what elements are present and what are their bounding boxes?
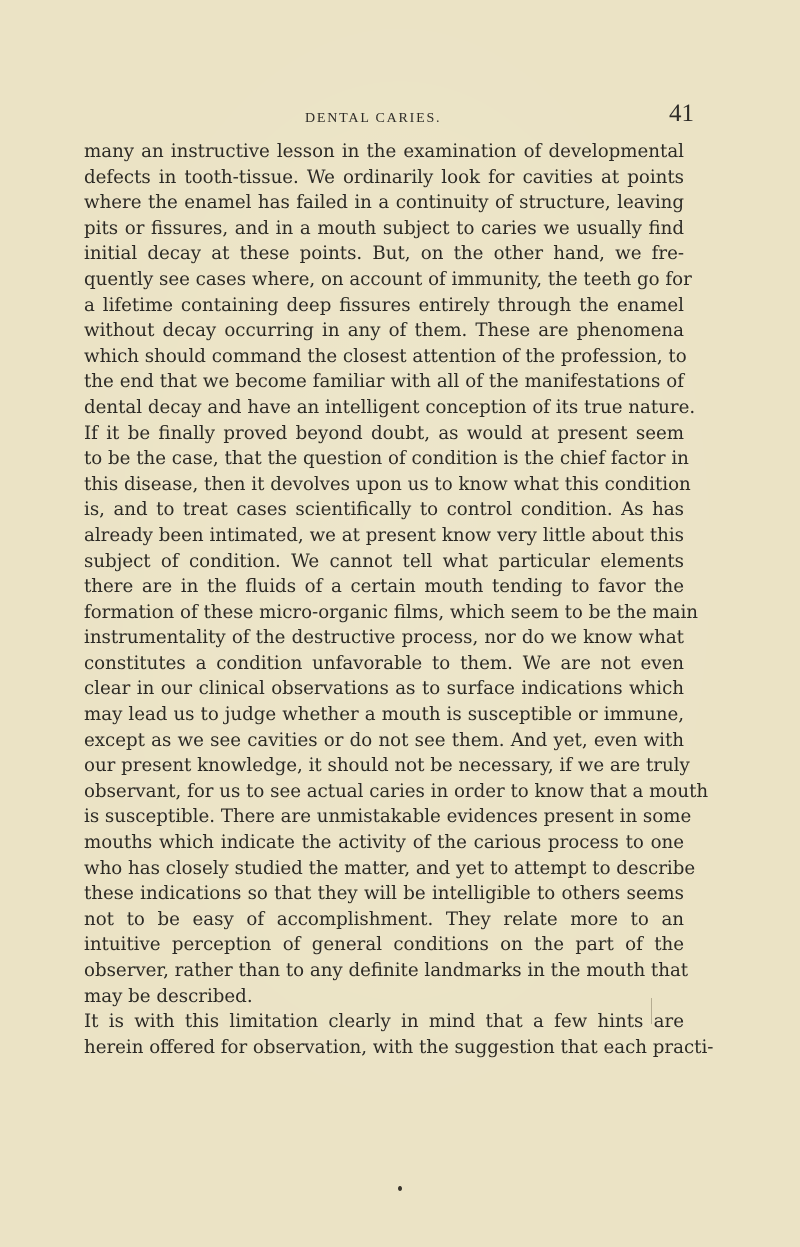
paragraph-end-line: may be described. — [84, 985, 253, 1007]
text-line: quently see cases where, on account of immunity, the teeth go for — [84, 268, 692, 290]
text-line: many an instructive lesson in the examination of developmental — [84, 141, 684, 162]
text-line: our present knowledge, it should not be necessary, if we are truly — [84, 755, 690, 777]
text-line: may lead us to judge whether a mouth is susceptible or immune, — [84, 704, 684, 726]
text-line: there are in the fluids of a certain mouth tending to favor the — [84, 576, 684, 598]
text-line: constitutes a condition unfavorable to them. We are not even — [84, 652, 684, 674]
text-line: without decay occurring in any of them. These are phenomena — [84, 320, 684, 342]
text-line: instrumentality of the destructive process, nor do we know what — [84, 627, 684, 649]
text-line: to be the case, that the question of condition is the chief factor in — [84, 448, 689, 470]
running-head: DENTAL CARIES. — [305, 111, 442, 126]
text-line: subject of condition. We cannot tell what particular elements — [84, 550, 684, 572]
text-line: where the enamel has failed in a continuity of structure, leaving — [84, 192, 684, 214]
text-line: is susceptible. There are unmistakable evidences present in some — [84, 806, 692, 828]
text-line: which should command the closest attention of the profession, to — [84, 345, 687, 367]
text-line: clear in our clinical observations as to surface indications which — [84, 678, 684, 700]
text-line: the end that we become familiar with all of the manifestations of — [84, 371, 684, 393]
paragraph-end-line: dental decay and have an intelligent conception of its true nature. — [84, 396, 696, 418]
text-line: pits or fissures, and in a mouth subject to caries we usually find — [84, 217, 684, 239]
text-line: mouths which indicate the activity of the carious process to one — [84, 832, 684, 854]
text-line: this disease, then it devolves upon us to know what this condition — [84, 473, 691, 495]
text-line: herein offered for observation, with the suggestion that each practi- — [84, 1036, 714, 1058]
text-line: intuitive perception of general conditions on the part of the — [84, 934, 684, 956]
paper-mark — [651, 998, 652, 1024]
text-line: defects in tooth-tissue. We ordinarily look for cavities at points — [84, 166, 684, 188]
text-line: these indications so that they will be intelligible to others seems — [84, 883, 684, 905]
text-line: initial decay at these points. But, on the other hand, we fre- — [84, 243, 684, 265]
page-number: 41 — [669, 100, 694, 127]
text-line: formation of these micro-organic films, which seem to be the main — [84, 601, 698, 623]
body-text — [84, 139, 714, 1060]
text-line: It is with this limitation clearly in mind that a few hints are — [84, 1011, 684, 1033]
text-line: is, and to treat cases scientifically to control condition. As has — [84, 499, 684, 521]
page-header — [0, 100, 800, 130]
text-line: If it be finally proved beyond doubt, as would at present seem — [84, 422, 684, 444]
text-line: who has closely studied the matter, and yet to attempt to describe — [84, 857, 696, 879]
ink-speck — [398, 1186, 402, 1191]
text-line: observer, rather than to any definite landmarks in the mouth that — [84, 960, 689, 981]
text-line: not to be easy of accomplishment. They relate more to an — [84, 908, 684, 930]
text-line: except as we see cavities or do not see them. And yet, even with — [84, 729, 684, 751]
text-line: observant, for us to see actual caries in order to know that a mouth — [84, 780, 709, 802]
text-line: already been intimated, we at present know very little about this — [84, 524, 684, 546]
text-line: a lifetime containing deep fissures entirely through the enamel — [84, 294, 684, 316]
